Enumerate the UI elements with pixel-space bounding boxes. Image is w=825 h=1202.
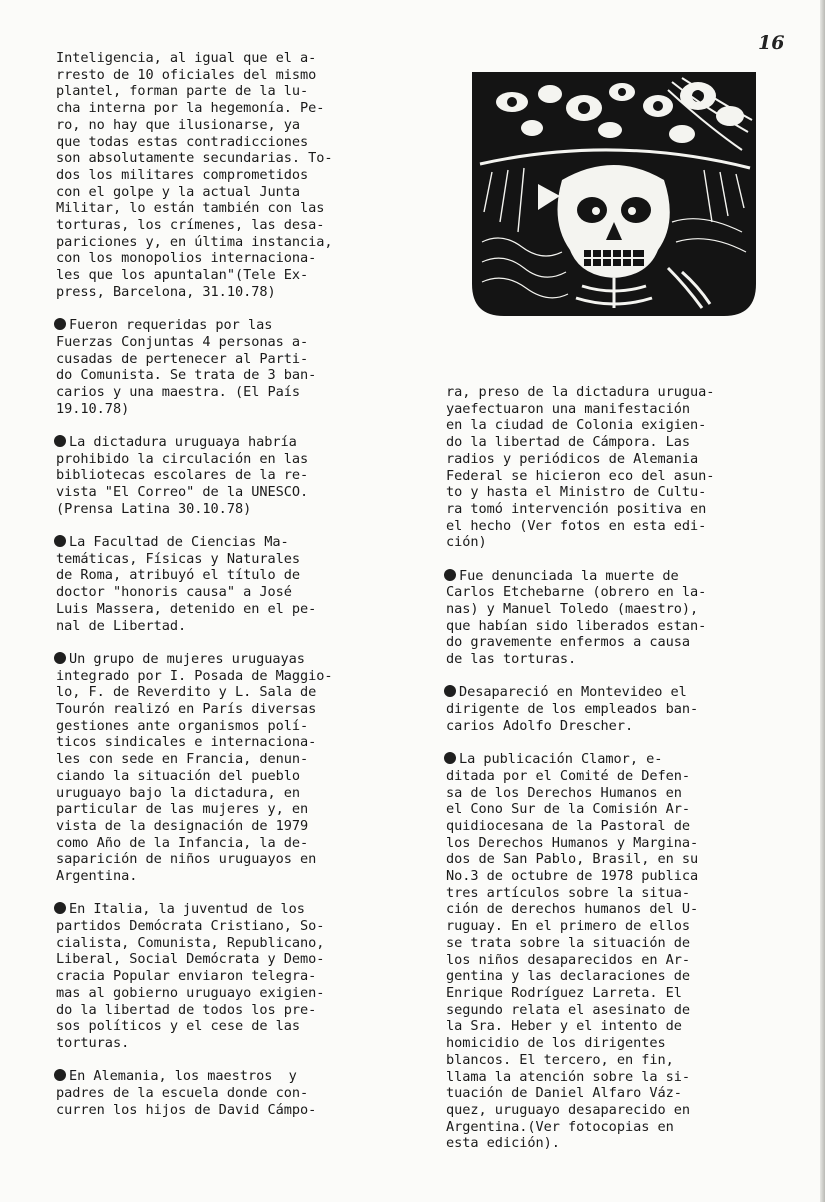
text-line: ción): [446, 534, 487, 551]
news-paragraph: [56, 1068, 346, 1118]
text-line: (Prensa Latina 30.10.78): [56, 500, 252, 517]
text-line: ticos sindicales e internaciona-: [56, 734, 317, 751]
text-line: partidos Demócrata Cristiano, So-: [56, 918, 325, 935]
text-line: torturas.: [56, 1034, 130, 1051]
text-line: integrado por I. Posada de Maggio-: [56, 667, 333, 684]
text-line: Desapareció en Montevideo el: [459, 684, 687, 701]
text-line: ra tomó intervención positiva en: [446, 500, 707, 517]
text-line: esta edición).: [446, 1135, 560, 1152]
text-line: Militar, lo están también con las: [56, 200, 325, 217]
text-line: Fuerzas Conjuntas 4 personas a-: [56, 333, 309, 350]
text-line: curren los hijos de David Cámpo-: [56, 1101, 317, 1118]
left-text-column: [56, 50, 346, 1118]
text-line: como Año de la Infancia, la de-: [56, 834, 309, 851]
text-line: les con sede en Francia, denun-: [56, 751, 309, 768]
text-line: gentina y las declaraciones de: [446, 968, 691, 985]
text-line: ditada por el Comité de Defen-: [446, 767, 691, 784]
text-line: Inteligencia, al igual que el a-: [56, 50, 317, 66]
catrina-skull-icon: [472, 72, 756, 316]
text-line: to y hasta el Ministro de Cultu-: [446, 484, 707, 501]
text-line: les que los apuntalan"(Tele Ex-: [56, 267, 309, 284]
text-line: Un grupo de mujeres uruguayas: [69, 650, 305, 667]
news-paragraph: [56, 317, 346, 417]
text-line: prohibido la circulación en las: [56, 450, 309, 467]
text-line: Carlos Etchebarne (obrero en la-: [446, 584, 707, 601]
text-line: ra, preso de la dictadura urugua-: [446, 384, 715, 400]
text-line: saparición de niños uruguayos en: [56, 851, 317, 868]
text-line: que todas estas contradicciones: [56, 133, 309, 150]
text-line: pariciones y, en última instancia,: [56, 233, 333, 250]
text-line: Enrique Rodríguez Larreta. El: [446, 984, 682, 1001]
text-line: rresto de 10 oficiales del mismo: [56, 66, 317, 83]
text-line: los niños desaparecidos en Ar-: [446, 951, 691, 968]
text-line: con los monopolios internaciona-: [56, 250, 317, 267]
text-line: que habían sido liberados estan-: [446, 617, 707, 634]
text-line: dos los militares comprometidos: [56, 166, 309, 183]
text-line: do gravemente enfermos a causa: [446, 634, 691, 651]
text-line: tuación de Daniel Alfaro Váz-: [446, 1085, 682, 1102]
text-line: Federal se hicieron eco del asun-: [446, 467, 715, 484]
bullet-icon: [444, 752, 456, 764]
text-line: sa de los Derechos Humanos en: [446, 784, 682, 801]
news-paragraph: [446, 751, 772, 1152]
news-paragraph: [446, 568, 772, 668]
text-line: Argentina.(Ver fotocopias en: [446, 1118, 674, 1135]
bullet-icon: [54, 902, 66, 914]
news-paragraph: [446, 384, 772, 551]
text-line: do Comunista. Se trata de 3 ban-: [56, 367, 317, 384]
news-paragraph: [56, 434, 346, 518]
page-number: 16: [758, 32, 785, 54]
text-line: 19.10.78): [56, 400, 130, 417]
text-line: son absolutamente secundarias. To-: [56, 150, 333, 167]
text-line: segundo relata el asesinato de: [446, 1001, 691, 1018]
text-line: padres de la escuela donde con-: [56, 1084, 309, 1101]
text-line: press, Barcelona, 31.10.78): [56, 283, 276, 300]
text-line: vista de la designación de 1979: [56, 817, 309, 834]
text-line: nas) y Manuel Toledo (maestro),: [446, 601, 699, 618]
text-line: do la libertad de Cámpora. Las: [446, 434, 691, 451]
text-line: cialista, Comunista, Republicano,: [56, 934, 325, 951]
text-line: ro, no hay que ilusionarse, ya: [56, 116, 301, 133]
text-line: tres artículos sobre la situa-: [446, 884, 691, 901]
text-line: Fue denunciada la muerte de: [459, 567, 679, 584]
text-line: quidiocesana de la Pastoral de: [446, 817, 691, 834]
text-line: dirigente de los empleados ban-: [446, 701, 699, 718]
page-edge-shadow: [820, 0, 825, 1202]
text-line: con el golpe y la actual Junta: [56, 183, 301, 200]
bullet-icon: [54, 652, 66, 664]
text-line: cusadas de pertenecer al Parti-: [56, 350, 309, 367]
bullet-icon: [54, 318, 66, 330]
text-line: Luis Massera, detenido en el pe-: [56, 600, 317, 617]
text-line: los Derechos Humanos y Margina-: [446, 834, 699, 851]
bullet-icon: [54, 1069, 66, 1081]
text-line: llama la atención sobre la si-: [446, 1068, 691, 1085]
text-line: homicidio de los dirigentes: [446, 1035, 666, 1052]
text-line: temáticas, Físicas y Naturales: [56, 550, 301, 567]
text-line: carios Adolfo Drescher.: [446, 717, 634, 734]
text-line: Argentina.: [56, 868, 138, 885]
text-line: particular de las mujeres y, en: [56, 801, 309, 818]
text-line: sos políticos y el cese de las: [56, 1018, 301, 1035]
text-line: nal de Libertad.: [56, 617, 187, 634]
text-line: de las torturas.: [446, 651, 577, 668]
text-line: cha interna por la hegemonía. Pe-: [56, 100, 325, 117]
text-line: do la libertad de todos los pre-: [56, 1001, 317, 1018]
text-line: La Facultad de Ciencias Ma-: [69, 534, 289, 551]
text-line: doctor "honoris causa" a José: [56, 584, 292, 601]
news-paragraph: [56, 901, 346, 1051]
news-paragraph: [56, 651, 346, 885]
bullet-icon: [444, 685, 456, 697]
text-line: bibliotecas escolares de la re-: [56, 467, 309, 484]
text-line: Fueron requeridas por las: [69, 317, 273, 334]
text-line: gestiones ante organismos polí-: [56, 717, 309, 734]
bullet-icon: [54, 435, 66, 447]
text-line: Tourón realizó en París diversas: [56, 700, 317, 717]
text-line: quez, uruguayo desaparecido en: [446, 1101, 691, 1118]
text-line: La dictadura uruguaya habría: [69, 433, 297, 450]
bullet-icon: [444, 569, 456, 581]
text-line: ción de derechos humanos del U-: [446, 901, 699, 918]
text-line: La publicación Clamor, e-: [459, 751, 663, 768]
text-line: carios y una maestra. (El País: [56, 383, 301, 400]
text-line: el hecho (Ver fotos en esta edi-: [446, 517, 707, 534]
text-line: ciando la situación del pueblo: [56, 767, 301, 784]
text-line: vista "El Correo" de la UNESCO.: [56, 484, 309, 501]
text-line: torturas, los crímenes, las desa-: [56, 217, 325, 234]
text-line: uruguayo bajo la dictadura, en: [56, 784, 301, 801]
text-line: radios y periódicos de Alemania: [446, 450, 699, 467]
text-line: mas al gobierno uruguayo exigien-: [56, 984, 325, 1001]
text-line: la Sra. Heber y el intento de: [446, 1018, 682, 1035]
text-line: lo, F. de Reverdito y L. Sala de: [56, 684, 317, 701]
bullet-icon: [54, 535, 66, 547]
text-line: blancos. El tercero, en fin,: [446, 1051, 674, 1068]
text-line: Liberal, Social Demócrata y Demo-: [56, 951, 325, 968]
text-line: En Alemania, los maestros y: [69, 1068, 297, 1085]
news-paragraph: [56, 50, 346, 301]
text-line: cracia Popular enviaron telegra-: [56, 968, 317, 985]
text-line: yaefectuaron una manifestación: [446, 400, 691, 417]
text-line: En Italia, la juventud de los: [69, 901, 305, 918]
text-line: en la ciudad de Colonia exigien-: [446, 417, 707, 434]
text-line: plantel, forman parte de la lu-: [56, 83, 309, 100]
text-line: se trata sobre la situación de: [446, 934, 691, 951]
text-line: No.3 de octubre de 1978 publica: [446, 868, 699, 885]
right-text-column: [446, 384, 772, 1152]
news-paragraph: [446, 684, 772, 734]
text-line: dos de San Pablo, Brasil, en su: [446, 851, 699, 868]
text-line: ruguay. En el primero de ellos: [446, 918, 691, 935]
text-line: de Roma, atribuyó el título de: [56, 567, 301, 584]
text-line: el Cono Sur de la Comisión Ar-: [446, 801, 691, 818]
news-paragraph: [56, 534, 346, 634]
